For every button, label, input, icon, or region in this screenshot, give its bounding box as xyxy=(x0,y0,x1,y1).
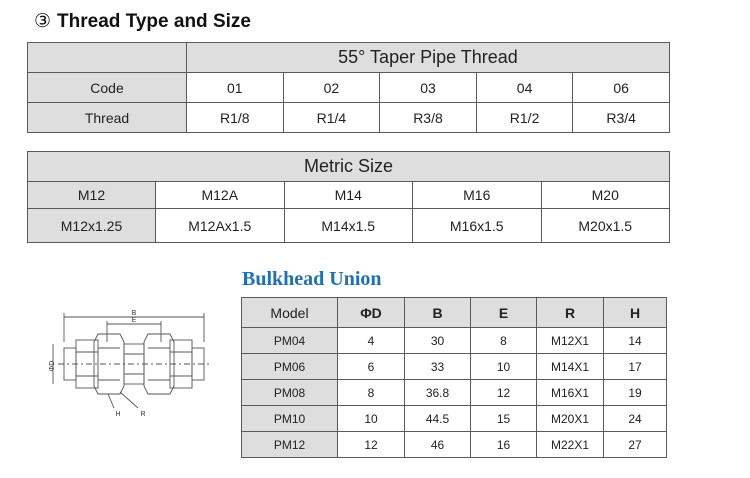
thread-table-header-row xyxy=(28,43,670,73)
dimension-label-b: B xyxy=(131,310,137,317)
table-cell: M14X1 xyxy=(537,354,604,380)
metric-size-cell: M16 xyxy=(413,182,542,209)
metric-thread-cell: M12x1.25 xyxy=(28,209,156,243)
thread-cell: R1/2 xyxy=(476,103,573,133)
column-header-b: B xyxy=(405,298,471,328)
thread-type-table xyxy=(27,42,670,133)
column-header-r: R xyxy=(537,298,604,328)
dimension-label-e: E xyxy=(131,317,137,324)
metric-thread-cell: M20x1.5 xyxy=(541,209,670,243)
table-row xyxy=(242,406,667,432)
table-row xyxy=(242,328,667,354)
code-cell: 03 xyxy=(380,73,477,103)
thread-cell: R3/4 xyxy=(573,103,670,133)
model-cell: PM04 xyxy=(242,328,338,354)
table-cell: 46 xyxy=(405,432,471,458)
table-cell: M16X1 xyxy=(537,380,604,406)
metric-thread-row xyxy=(28,209,670,243)
code-cell: 06 xyxy=(573,73,670,103)
table-cell: 19 xyxy=(604,380,667,406)
metric-thread-cell: M16x1.5 xyxy=(413,209,542,243)
table-cell: M12X1 xyxy=(537,328,604,354)
table-cell: 6 xyxy=(338,354,405,380)
table-cell: 30 xyxy=(405,328,471,354)
table-cell: 4 xyxy=(338,328,405,354)
metric-size-table xyxy=(27,151,670,243)
metric-table-header-row xyxy=(28,152,670,182)
table-cell: M20X1 xyxy=(537,406,604,432)
thread-cell: R1/4 xyxy=(283,103,380,133)
section-title-text: Thread Type and Size xyxy=(57,11,251,32)
table-cell: 10 xyxy=(338,406,405,432)
table-cell: 15 xyxy=(471,406,537,432)
thread-table-corner xyxy=(28,43,187,73)
thread-table-header: 55° Taper Pipe Thread xyxy=(187,43,670,73)
column-header-model: Model xyxy=(242,298,338,328)
bulkhead-table-header-row xyxy=(242,298,667,328)
table-cell: 24 xyxy=(604,406,667,432)
table-cell: M22X1 xyxy=(537,432,604,458)
table-row xyxy=(242,432,667,458)
table-cell: 33 xyxy=(405,354,471,380)
model-cell: PM06 xyxy=(242,354,338,380)
thread-cell: R1/8 xyxy=(187,103,284,133)
metric-table-header: Metric Size xyxy=(28,152,670,182)
metric-thread-cell: M12Ax1.5 xyxy=(156,209,285,243)
model-cell: PM08 xyxy=(242,380,338,406)
code-cell: 01 xyxy=(187,73,284,103)
table-cell: 10 xyxy=(471,354,537,380)
table-row xyxy=(242,380,667,406)
table-cell: 17 xyxy=(604,354,667,380)
model-cell: PM12 xyxy=(242,432,338,458)
bulkhead-union-diagram xyxy=(44,304,224,424)
bulkhead-union-title: Bulkhead Union xyxy=(242,268,382,290)
column-header-h: H xyxy=(604,298,667,328)
column-header-diameter: ΦD xyxy=(338,298,405,328)
thread-table-thread-row xyxy=(28,103,670,133)
table-cell: 12 xyxy=(471,380,537,406)
table-cell: 14 xyxy=(604,328,667,354)
metric-size-row xyxy=(28,182,670,209)
metric-size-cell: M12A xyxy=(156,182,285,209)
code-cell: 02 xyxy=(283,73,380,103)
table-cell: 27 xyxy=(604,432,667,458)
dimension-label-r: R xyxy=(140,411,146,418)
thread-cell: R3/8 xyxy=(380,103,477,133)
table-cell: 8 xyxy=(471,328,537,354)
table-cell: 8 xyxy=(338,380,405,406)
thread-label: Thread xyxy=(28,103,187,133)
section-title xyxy=(34,10,251,33)
bulkhead-union-table xyxy=(241,297,667,458)
metric-size-cell: M14 xyxy=(284,182,413,209)
table-cell: 36.8 xyxy=(405,380,471,406)
model-cell: PM10 xyxy=(242,406,338,432)
dimension-label-h: H xyxy=(115,411,121,418)
dimension-label-d: ΦD xyxy=(49,360,56,372)
metric-size-cell: M12 xyxy=(28,182,156,209)
metric-thread-cell: M14x1.5 xyxy=(284,209,413,243)
table-row xyxy=(242,354,667,380)
table-cell: 12 xyxy=(338,432,405,458)
thread-table-code-row xyxy=(28,73,670,103)
table-cell: 44.5 xyxy=(405,406,471,432)
column-header-e: E xyxy=(471,298,537,328)
metric-size-cell: M20 xyxy=(541,182,670,209)
code-label: Code xyxy=(28,73,187,103)
section-number: ③ xyxy=(34,11,52,32)
bulkhead-union-drawing xyxy=(44,304,224,424)
code-cell: 04 xyxy=(476,73,573,103)
table-cell: 16 xyxy=(471,432,537,458)
